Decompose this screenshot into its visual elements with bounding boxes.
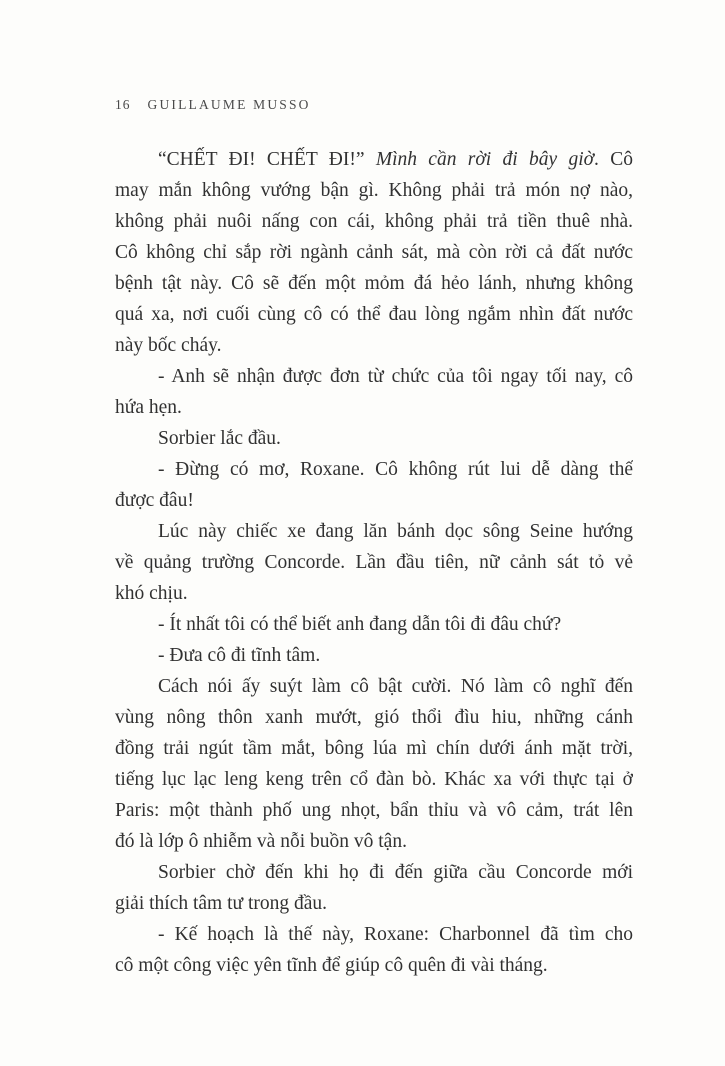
italic-text-run: Mình cần rời đi bây giờ bbox=[375, 149, 595, 170]
text-run: - Anh sẽ nhận được đơn từ chức của tôi ngay tối nay, cô bbox=[158, 366, 633, 387]
text-line bbox=[115, 516, 633, 547]
text-line bbox=[115, 454, 633, 485]
page-header bbox=[115, 97, 311, 113]
text-line bbox=[115, 299, 633, 330]
text-line bbox=[115, 919, 633, 950]
text-run: đồng trải ngút tầm mắt, bông lúa mì chín dưới ánh mặt trời, bbox=[115, 738, 633, 759]
text-line bbox=[115, 795, 633, 826]
text-line bbox=[115, 361, 633, 392]
text-line bbox=[115, 237, 633, 268]
page-number: 16 bbox=[115, 97, 131, 112]
text-line bbox=[115, 392, 633, 423]
text-run: giải thích tâm tư trong đầu. bbox=[115, 893, 328, 914]
text-line bbox=[115, 423, 633, 454]
text-run: Sorbier lắc đầu. bbox=[158, 428, 281, 449]
text-line bbox=[115, 702, 633, 733]
text-line bbox=[115, 547, 633, 578]
text-run: bệnh tật này. Cô sẽ đến một mỏm đá hẻo lánh, nhưng không bbox=[115, 273, 633, 294]
text-run: không phải nuôi nấng con cái, không phải trả tiền thuê nhà. bbox=[115, 211, 633, 232]
text-run: Sorbier chờ đến khi họ đi đến giữa cầu Concorde mới bbox=[158, 862, 633, 883]
text-line bbox=[115, 888, 633, 919]
text-run: khó chịu. bbox=[115, 583, 188, 604]
text-line bbox=[115, 733, 633, 764]
text-run: - Đừng có mơ, Roxane. Cô không rút lui dễ dàng thế bbox=[158, 459, 633, 480]
text-line bbox=[115, 764, 633, 795]
text-line bbox=[115, 485, 633, 516]
text-line bbox=[115, 330, 633, 361]
body-text bbox=[115, 144, 633, 981]
text-run: Cách nói ấy suýt làm cô bật cười. Nó làm cô nghĩ đến bbox=[158, 676, 633, 697]
text-run: đó là lớp ô nhiễm và nỗi buồn vô tận. bbox=[115, 831, 407, 852]
text-run: - Đưa cô đi tĩnh tâm. bbox=[158, 645, 321, 666]
text-run: này bốc cháy. bbox=[115, 335, 222, 356]
text-run: vùng nông thôn xanh mướt, gió thổi đìu hiu, những cánh bbox=[115, 707, 633, 728]
text-line bbox=[115, 144, 633, 175]
text-run: may mắn không vướng bận gì. Không phải trả món nợ nào, bbox=[115, 180, 633, 201]
text-run: . Cô bbox=[594, 149, 633, 170]
text-run: hứa hẹn. bbox=[115, 397, 182, 418]
text-run: về quảng trường Concorde. Lần đầu tiên, nữ cảnh sát tỏ vẻ bbox=[115, 552, 633, 573]
text-line bbox=[115, 578, 633, 609]
text-line bbox=[115, 640, 633, 671]
text-run: Lúc này chiếc xe đang lăn bánh dọc sông Seine hướng bbox=[158, 521, 633, 542]
text-line bbox=[115, 206, 633, 237]
text-run: “CHẾT ĐI! CHẾT ĐI!” bbox=[158, 149, 376, 170]
text-line bbox=[115, 609, 633, 640]
text-run: tiếng lục lạc leng keng trên cổ đàn bò. Khác xa với thực tại ở bbox=[115, 769, 633, 790]
text-run: được đâu! bbox=[115, 490, 194, 511]
text-run: quá xa, nơi cuối cùng cô có thể đau lòng ngắm nhìn đất nước bbox=[115, 304, 633, 325]
text-line bbox=[115, 950, 633, 981]
text-line bbox=[115, 857, 633, 888]
text-run: Cô không chỉ sắp rời ngành cảnh sát, mà còn rời cả đất nước bbox=[115, 242, 633, 263]
text-line bbox=[115, 268, 633, 299]
text-line bbox=[115, 671, 633, 702]
text-run: - Ít nhất tôi có thể biết anh đang dẫn tôi đi đâu chứ? bbox=[158, 614, 562, 635]
running-title: GUILLAUME MUSSO bbox=[147, 97, 311, 112]
text-run: - Kế hoạch là thế này, Roxane: Charbonnel đã tìm cho bbox=[158, 924, 633, 945]
text-run: cô một công việc yên tĩnh để giúp cô quên đi vài tháng. bbox=[115, 955, 548, 976]
text-run: Paris: một thành phố ung nhọt, bẩn thỉu và vô cảm, trát lên bbox=[115, 800, 633, 821]
text-line bbox=[115, 175, 633, 206]
text-line bbox=[115, 826, 633, 857]
